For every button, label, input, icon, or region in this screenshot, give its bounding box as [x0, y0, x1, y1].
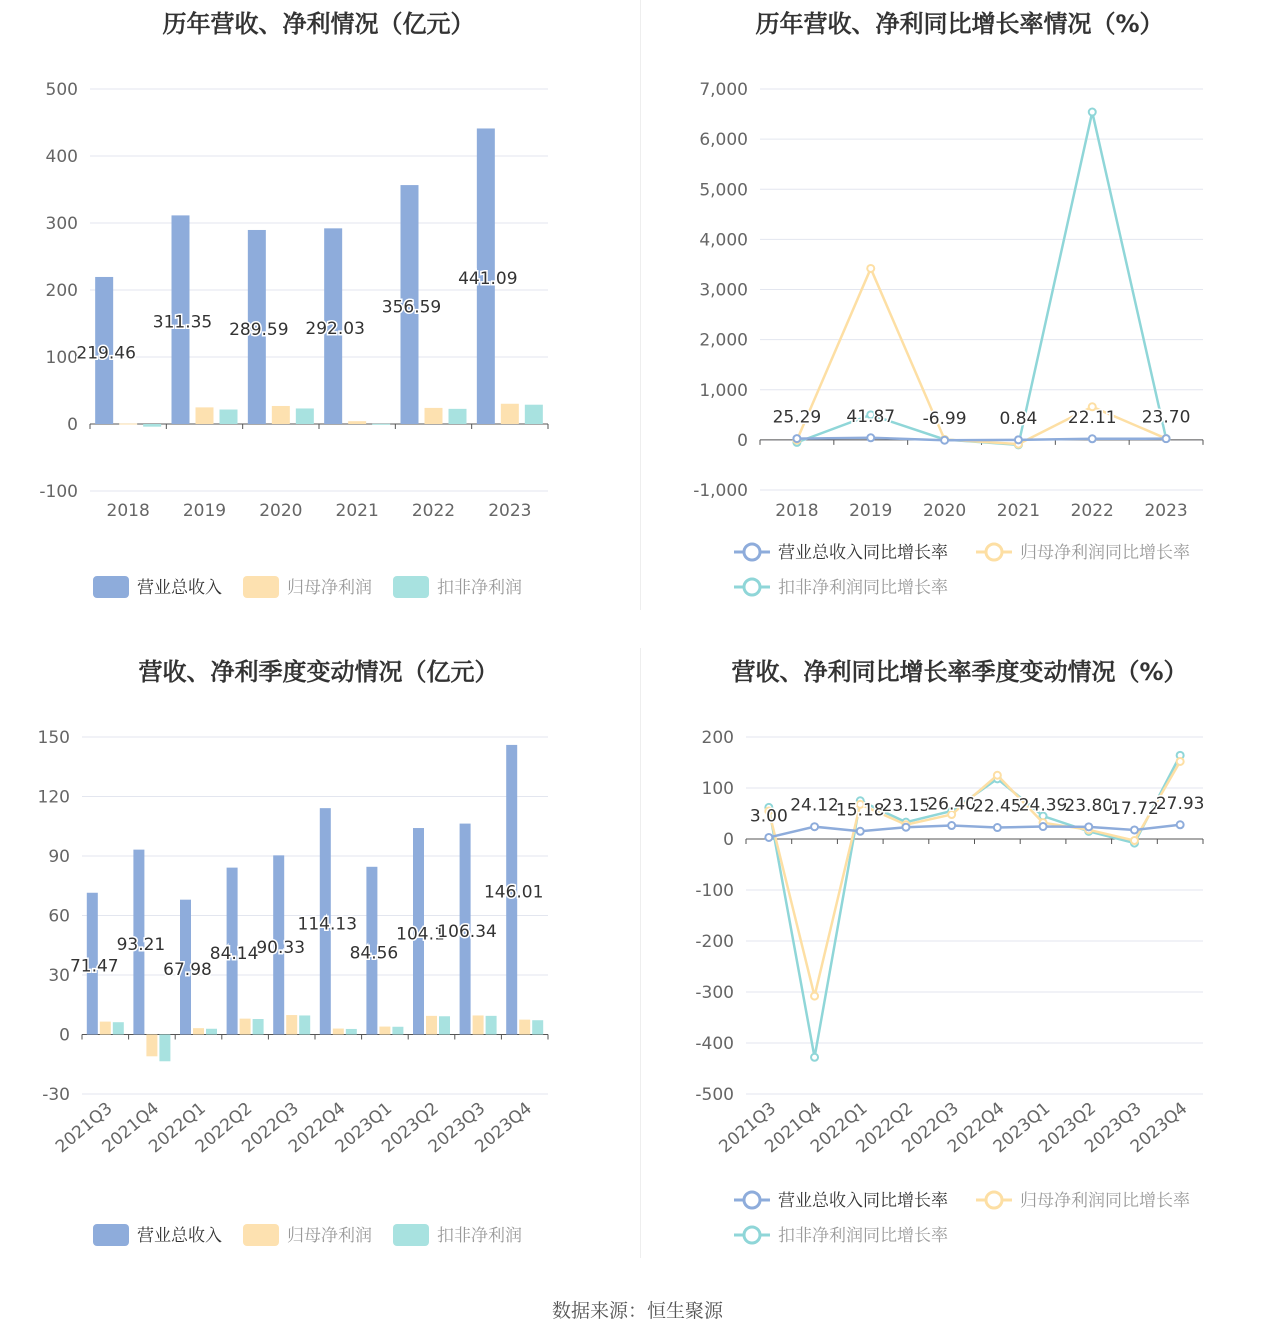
y-tick-label: 0	[737, 430, 748, 451]
bar-2	[253, 1019, 264, 1034]
x-tick-label: 2018	[775, 501, 819, 521]
y-tick-label: 90	[48, 847, 70, 867]
bar-2	[159, 1035, 170, 1062]
data-label: 41.87	[846, 406, 896, 427]
data-label: 22.45	[973, 796, 1022, 817]
x-tick-label: 2021	[335, 501, 379, 521]
legend-item	[734, 1226, 948, 1246]
data-label: 25.29	[772, 407, 822, 428]
series-point-0	[1163, 435, 1170, 442]
x-tick-label: 2023Q4	[471, 1098, 536, 1158]
bar-2	[372, 424, 390, 425]
x-tick-label: 2022Q2	[191, 1098, 257, 1158]
x-tick-label: 2023Q1	[989, 1098, 1055, 1158]
legend-label: 归母净利润	[287, 1226, 372, 1246]
bar-1	[193, 1028, 204, 1034]
legend-item	[734, 543, 948, 563]
x-tick-label: 2022Q4	[284, 1098, 350, 1158]
x-tick-label: 2022Q3	[898, 1098, 963, 1158]
y-tick-label: -400	[695, 1034, 734, 1054]
legend-label: 扣非净利润	[437, 1226, 522, 1246]
y-tick-label: 60	[48, 906, 70, 927]
bar-2	[296, 408, 314, 424]
data-label: -6.99	[922, 409, 967, 430]
data-label: 0.84	[999, 408, 1038, 429]
legend-item	[734, 1191, 948, 1211]
x-tick-label: 2018	[106, 501, 150, 521]
legend-item	[393, 576, 522, 598]
y-tick-label: -100	[695, 881, 734, 901]
y-tick-label: 150	[37, 728, 70, 748]
legend-label: 扣非净利润	[437, 578, 522, 598]
series-point-0	[994, 824, 1001, 831]
data-label: 441.09	[458, 269, 518, 290]
series-point-0	[1040, 823, 1047, 830]
legend-swatch	[243, 1224, 279, 1246]
x-tick-label: 2019	[849, 501, 893, 521]
x-tick-label: 2022Q2	[852, 1098, 918, 1158]
legend-marker	[744, 1192, 760, 1208]
x-tick-label: 2023Q2	[378, 1098, 443, 1158]
data-label: 27.93	[1155, 793, 1205, 814]
series-point-0	[1177, 821, 1184, 828]
chart-title: 营收、净利季度变动情况（亿元）	[138, 658, 499, 686]
y-tick-label: 0	[723, 830, 734, 850]
bar-2	[439, 1016, 450, 1034]
series-point-1	[867, 265, 874, 272]
bar-2	[346, 1029, 357, 1035]
x-tick-label: 2022	[1070, 501, 1114, 521]
data-label: 26.40	[927, 794, 976, 815]
y-tick-label: 4,000	[699, 230, 748, 251]
y-tick-label: -300	[695, 983, 734, 1003]
y-tick-label: 7,000	[699, 80, 748, 100]
data-label: 146.01	[483, 882, 544, 903]
bar-1	[286, 1015, 297, 1034]
bar-2	[532, 1020, 543, 1034]
data-label: 24.12	[790, 795, 839, 816]
series-point-0	[811, 823, 818, 830]
x-tick-label: 2022	[411, 501, 456, 521]
legend-swatch	[243, 576, 279, 598]
data-label: 71.47	[69, 956, 119, 977]
data-label: 24.39	[1018, 795, 1068, 816]
bar-1	[348, 421, 366, 424]
legend-swatch	[393, 576, 429, 598]
legend-swatch	[393, 1224, 429, 1246]
y-tick-label: 6,000	[699, 130, 748, 151]
x-tick-label: 2023Q3	[1081, 1098, 1146, 1158]
legend-label: 扣非净利润同比增长率	[778, 578, 948, 598]
legend-marker	[744, 1227, 760, 1243]
y-tick-label: -100	[39, 482, 78, 502]
x-tick-label: 2020	[259, 501, 303, 521]
legend-marker	[744, 544, 760, 560]
y-tick-label: -1,000	[693, 481, 748, 501]
data-label: 289.59	[229, 319, 289, 340]
y-tick-label: 30	[48, 966, 70, 986]
bar-1	[426, 1016, 437, 1035]
bar-2	[299, 1015, 310, 1034]
series-point-0	[857, 828, 864, 835]
chart-title: 历年营收、净利情况（亿元）	[162, 10, 475, 38]
legend-item	[93, 576, 222, 598]
x-tick-label: 2022Q1	[145, 1098, 210, 1158]
data-source-footer: 数据来源：恒生聚源	[551, 1300, 723, 1322]
quarterly-amount-panel	[0, 648, 637, 1288]
legend-marker	[744, 579, 760, 595]
data-label: 292.03	[305, 319, 365, 340]
data-label: 15.18	[835, 800, 885, 821]
x-tick-label: 2021Q3	[715, 1098, 781, 1158]
x-tick-label: 2023Q4	[1126, 1098, 1192, 1158]
data-label: 84.14	[209, 944, 259, 965]
bar-1	[100, 1022, 111, 1035]
bar-1	[519, 1020, 530, 1035]
bar-2	[220, 410, 238, 424]
series-point-1	[811, 993, 818, 1000]
data-label: 3.00	[749, 806, 788, 827]
y-tick-label: 0	[59, 1025, 70, 1046]
data-label: 104.1	[396, 924, 445, 945]
bar-1	[425, 408, 443, 424]
x-tick-label: 2021Q3	[51, 1098, 117, 1158]
data-label: 106.34	[437, 922, 497, 943]
legend-marker	[986, 1192, 1002, 1208]
bar-1	[333, 1029, 344, 1035]
data-label: 311.35	[152, 312, 213, 333]
bar-2	[206, 1029, 217, 1035]
x-tick-label: 2023Q1	[331, 1098, 397, 1158]
y-tick-label: 120	[37, 787, 70, 808]
data-label: 356.59	[381, 297, 442, 318]
series-point-0	[1089, 435, 1096, 442]
bar-1	[501, 404, 519, 424]
y-tick-label: 500	[45, 80, 78, 100]
series-point-0	[1015, 436, 1022, 443]
x-tick-label: 2021Q4	[761, 1098, 826, 1158]
y-tick-label: 5,000	[699, 180, 748, 201]
data-label: 90.33	[256, 937, 306, 958]
y-tick-label: 200	[45, 281, 78, 301]
annual-growth-panel	[641, 0, 1275, 640]
series-point-0	[948, 822, 955, 829]
y-tick-label: 100	[45, 348, 78, 368]
chart-title: 历年营收、净利同比增长率情况（%）	[755, 10, 1164, 38]
bar-2	[113, 1022, 124, 1034]
legend-label: 扣非净利润同比增长率	[778, 1226, 948, 1246]
series-point-0	[1085, 823, 1092, 830]
legend-label: 营业总收入同比增长率	[778, 543, 948, 563]
data-label: 93.21	[116, 935, 166, 956]
data-label: 219.46	[76, 343, 136, 364]
y-tick-label: 2,000	[699, 330, 748, 351]
annual-amount-panel	[0, 0, 637, 640]
x-tick-label: 2020	[922, 501, 967, 521]
bar-1	[146, 1035, 157, 1057]
series-point-1	[1131, 837, 1138, 844]
data-label: 23.70	[1141, 407, 1191, 428]
x-tick-label: 2022Q4	[944, 1098, 1009, 1158]
series-point-0	[765, 834, 772, 841]
y-tick-label: 200	[701, 728, 734, 748]
bar-1	[196, 407, 214, 424]
legend-label: 营业总收入同比增长率	[778, 1191, 948, 1211]
legend-label: 归母净利润同比增长率	[1020, 1191, 1190, 1211]
y-tick-label: 300	[45, 214, 78, 234]
quarterly-amount-chart	[0, 648, 637, 1288]
quarterly-growth-chart	[641, 648, 1275, 1288]
x-tick-label: 2023	[1144, 501, 1188, 521]
data-label: 67.98	[163, 960, 212, 981]
bar-1	[119, 424, 137, 425]
legend-item	[243, 576, 372, 598]
series-point-0	[902, 824, 909, 831]
y-tick-label: 400	[45, 147, 78, 167]
series-point-0	[941, 437, 948, 444]
series-point-1	[1177, 758, 1184, 765]
legend-swatch	[93, 1224, 129, 1246]
data-label: 84.56	[349, 943, 399, 964]
legend-item	[976, 1191, 1190, 1211]
legend-label: 归母净利润同比增长率	[1020, 543, 1190, 563]
data-label: 17.72	[1110, 798, 1159, 819]
data-label: 23.15	[881, 796, 931, 817]
y-tick-label: -500	[695, 1085, 734, 1105]
bar-1	[272, 406, 290, 424]
legend-label: 营业总收入	[137, 1226, 222, 1246]
data-label: 23.80	[1064, 795, 1114, 816]
legend-item	[976, 543, 1190, 563]
series-point-1	[994, 772, 1001, 779]
bar-2	[449, 409, 467, 424]
bar-2	[392, 1027, 403, 1035]
series-line-2	[797, 112, 1166, 445]
legend-item	[393, 1224, 522, 1246]
bar-2	[525, 405, 543, 424]
legend-item	[243, 1224, 372, 1246]
y-tick-label: 100	[701, 779, 734, 799]
panel-divider	[640, 648, 641, 1258]
bar-1	[473, 1015, 484, 1034]
bar-2	[486, 1016, 497, 1035]
quarterly-growth-panel	[641, 648, 1275, 1288]
annual-amount-chart	[0, 0, 637, 640]
legend-label: 归母净利润	[287, 578, 372, 598]
x-tick-label: 2023Q2	[1035, 1098, 1100, 1158]
series-point-2	[1089, 109, 1096, 116]
legend-swatch	[93, 576, 129, 598]
bar-1	[240, 1019, 251, 1035]
legend-marker	[986, 544, 1002, 560]
x-tick-label: 2022Q3	[238, 1098, 303, 1158]
annual-growth-chart	[641, 0, 1275, 640]
data-label: 22.11	[1067, 407, 1117, 428]
bar-1	[379, 1027, 390, 1035]
x-tick-label: 2023Q3	[424, 1098, 490, 1158]
series-point-0	[1131, 826, 1138, 833]
series-point-0	[793, 435, 800, 442]
y-tick-label: -200	[695, 932, 734, 952]
x-tick-label: 2019	[182, 501, 227, 521]
data-label: 114.13	[297, 914, 358, 935]
x-tick-label: 2021Q4	[98, 1098, 164, 1158]
legend-label: 营业总收入	[137, 578, 222, 598]
chart-title: 营收、净利同比增长率季度变动情况（%）	[731, 658, 1188, 686]
series-point-2	[811, 1054, 818, 1061]
y-tick-label: 0	[67, 415, 78, 435]
panel-divider	[640, 0, 641, 610]
legend-item	[734, 578, 948, 598]
series-point-0	[867, 434, 874, 441]
x-tick-label: 2023	[488, 501, 532, 521]
x-tick-label: 2022Q1	[806, 1098, 872, 1158]
x-tick-label: 2021	[996, 501, 1041, 521]
y-tick-label: -30	[42, 1085, 70, 1105]
y-tick-label: 3,000	[699, 280, 748, 301]
y-tick-label: 1,000	[699, 380, 748, 401]
bar-2	[143, 424, 161, 427]
legend-item	[93, 1224, 222, 1246]
